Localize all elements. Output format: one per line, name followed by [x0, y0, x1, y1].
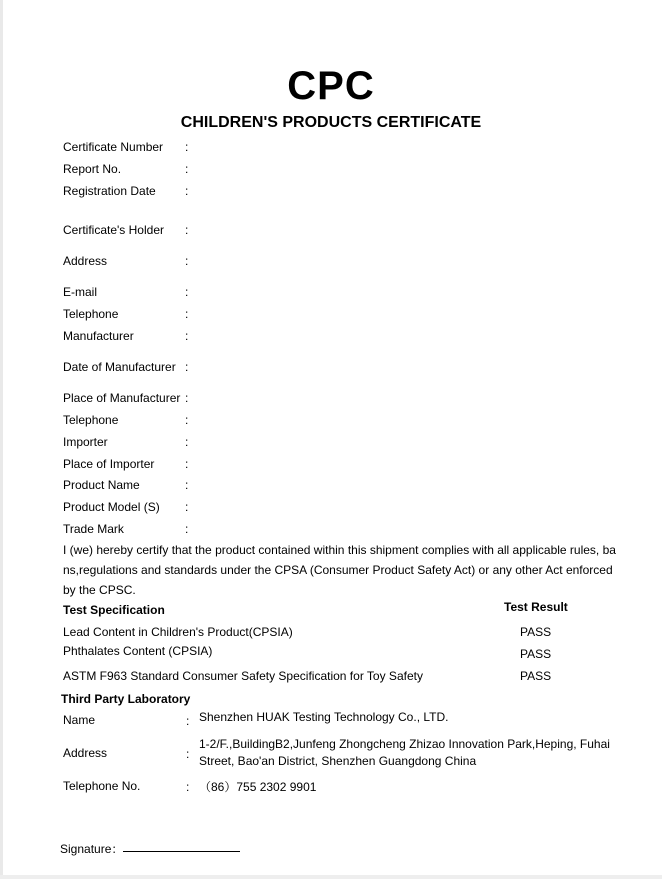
- field-colon: :: [185, 223, 189, 237]
- field-label-manufacturer: Manufacturer: [63, 329, 134, 343]
- field-colon: :: [185, 391, 189, 405]
- field-label-trade-mark: Trade Mark: [63, 522, 124, 536]
- field-label-address: Address: [63, 254, 108, 268]
- field-colon: :: [185, 184, 189, 198]
- field-label-certificate-number: Certificate Number: [63, 140, 164, 154]
- field-colon: :: [185, 500, 189, 514]
- test-item-name: Lead Content in Children's Product(CPSIA): [63, 625, 293, 639]
- test-item-result: PASS: [520, 625, 552, 639]
- field-colon: :: [186, 747, 190, 761]
- field-colon: :: [185, 457, 189, 471]
- field-label-product-name: Product Name: [63, 478, 140, 492]
- field-colon: :: [186, 714, 190, 728]
- signature-line: [123, 851, 240, 852]
- field-colon: :: [185, 522, 189, 536]
- certification-statement-line: I (we) hereby certify that the product contained within this shipment complies with all applicable rules, ba: [63, 543, 616, 557]
- field-colon: :: [185, 413, 189, 427]
- field-label-date-of-manufacturer: Date of Manufacturer: [63, 360, 176, 374]
- third-party-lab-header: Third Party Laboratory: [61, 692, 191, 706]
- field-colon: :: [185, 360, 189, 374]
- field-colon: :: [185, 478, 189, 492]
- field-colon: :: [185, 254, 189, 268]
- page-edge-bottom: [0, 875, 662, 879]
- lab-phone-label: Telephone No.: [63, 779, 141, 793]
- document-subtitle: CHILDREN'S PRODUCTS CERTIFICATE: [180, 114, 482, 131]
- field-label-registration-date: Registration Date: [63, 184, 156, 198]
- test-item-result: PASS: [520, 669, 552, 683]
- test-item-name: ASTM F963 Standard Consumer Safety Specification for Toy Safety: [63, 669, 423, 683]
- certification-statement-line: ns,regulations and standards under the CPSA (Consumer Product Safety Act) or any other Act enforced: [63, 563, 613, 577]
- lab-address-label: Address: [63, 746, 108, 760]
- field-label-product-model: Product Model (S): [63, 500, 160, 514]
- field-label-place-of-manufacturer: Place of Manufacturer: [63, 391, 181, 405]
- lab-name-value: Shenzhen HUAK Testing Technology Co., LTD.: [199, 710, 449, 724]
- field-label-email: E-mail: [63, 285, 98, 299]
- field-colon: :: [185, 307, 189, 321]
- document-title: CPC: [287, 64, 375, 108]
- field-colon: :: [185, 329, 189, 343]
- field-colon: :: [185, 435, 189, 449]
- lab-address-line: 1-2/F.,BuildingB2,Junfeng Zhongcheng Zhizao Innovation Park,Heping, Fuhai: [199, 737, 610, 751]
- test-result-header: Test Result: [504, 600, 568, 614]
- field-label-importer: Importer: [63, 435, 108, 449]
- lab-name-label: Name: [63, 713, 96, 727]
- test-item-result: PASS: [520, 647, 552, 661]
- field-colon: :: [185, 162, 189, 176]
- test-specification-header: Test Specification: [63, 603, 165, 617]
- field-label-report-no: Report No.: [63, 162, 122, 176]
- field-colon: :: [185, 140, 189, 154]
- signature-label: Signature：: [60, 842, 124, 856]
- lab-address-line: Street, Bao'an District, Shenzhen Guangdong China: [199, 754, 477, 768]
- certification-statement-line: by the CPSC.: [63, 583, 136, 597]
- field-label-place-of-importer: Place of Importer: [63, 457, 155, 471]
- field-colon: :: [185, 285, 189, 299]
- lab-phone-value: （86）755 2302 9901: [199, 780, 317, 794]
- field-label-certificate-holder: Certificate's Holder: [63, 223, 164, 237]
- field-label-telephone-2: Telephone: [63, 413, 119, 427]
- test-item-name: Phthalates Content (CPSIA): [63, 644, 213, 658]
- field-colon: :: [186, 780, 190, 794]
- field-label-telephone: Telephone: [63, 307, 119, 321]
